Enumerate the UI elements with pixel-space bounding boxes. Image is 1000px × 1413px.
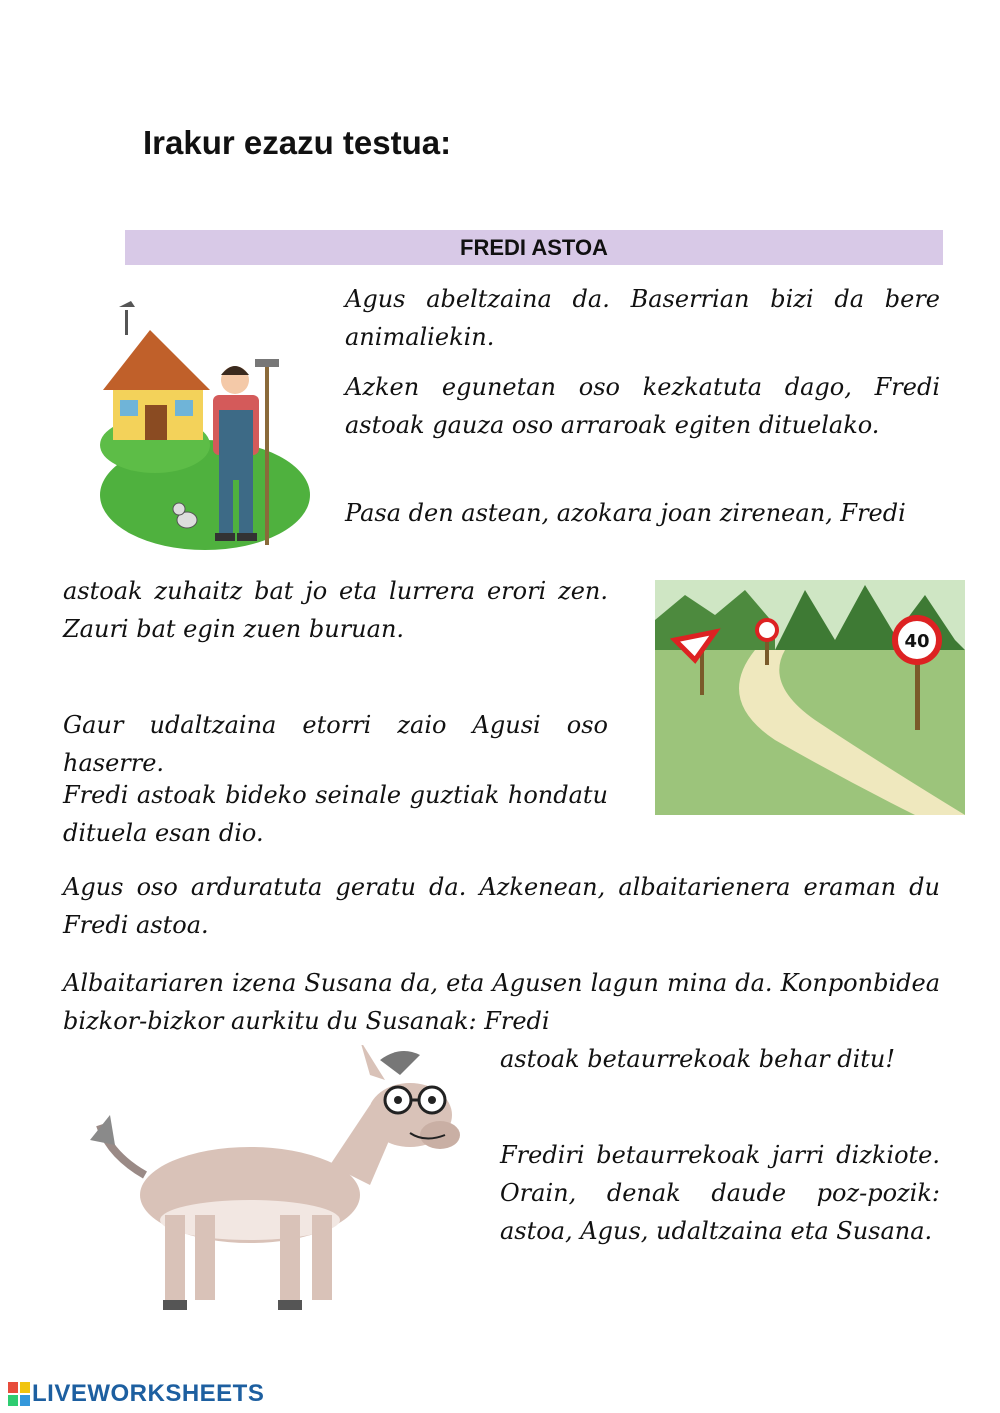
liveworksheets-logo-icon	[8, 1382, 30, 1406]
donkey-illustration	[80, 1045, 480, 1325]
liveworksheets-brand: LIVEWORKSHEETS	[32, 1380, 265, 1407]
paragraph-3b: astoak zuhaitz bat jo eta lurrera erori zen. Zauri bat egin zuen buruan.	[63, 577, 608, 643]
paragraph-6b: astoak betaurrekoak behar ditu!	[500, 1045, 896, 1073]
story-title-bar	[125, 230, 943, 265]
paragraph-4a: Gaur udaltzaina etorri zaio Agusi oso haserre.	[63, 711, 608, 777]
paragraph-3a: Pasa den astean, azokara joan zirenean, Fredi	[345, 499, 906, 527]
speed-sign-number: 40	[904, 631, 930, 652]
liveworksheets-footer[interactable]	[8, 1380, 264, 1408]
paragraph-1: Agus abeltzaina da. Baserrian bizi da bere animaliekin.	[345, 285, 940, 351]
story-title: FREDI ASTOA	[460, 234, 608, 260]
paragraph-5: Agus oso arduratuta geratu da. Azkenean, albaitarienera eraman du Fredi astoa.	[63, 873, 940, 939]
road-signs-illustration	[655, 580, 965, 815]
paragraph-7: Frediri betaurrekoak jarri dizkiote. Orain, denak daude poz-pozik: astoa, Agus, udaltzaina eta Susana.	[500, 1141, 940, 1245]
paragraph-4b: Fredi astoak bideko seinale guztiak hondatu dituela esan dio.	[63, 781, 608, 847]
paragraph-6a: Albaitariaren izena Susana da, eta Agusen lagun mina da. Konponbidea bizkor-bizkor aurkitu du Susanak: Fredi	[63, 969, 940, 1035]
page-heading: Irakur ezazu testua:	[143, 124, 452, 161]
paragraph-2: Azken egunetan oso kezkatuta dago, Fredi astoak gauza oso arraroak egiten dituelako.	[345, 373, 940, 439]
farmer-house-illustration	[95, 295, 315, 555]
